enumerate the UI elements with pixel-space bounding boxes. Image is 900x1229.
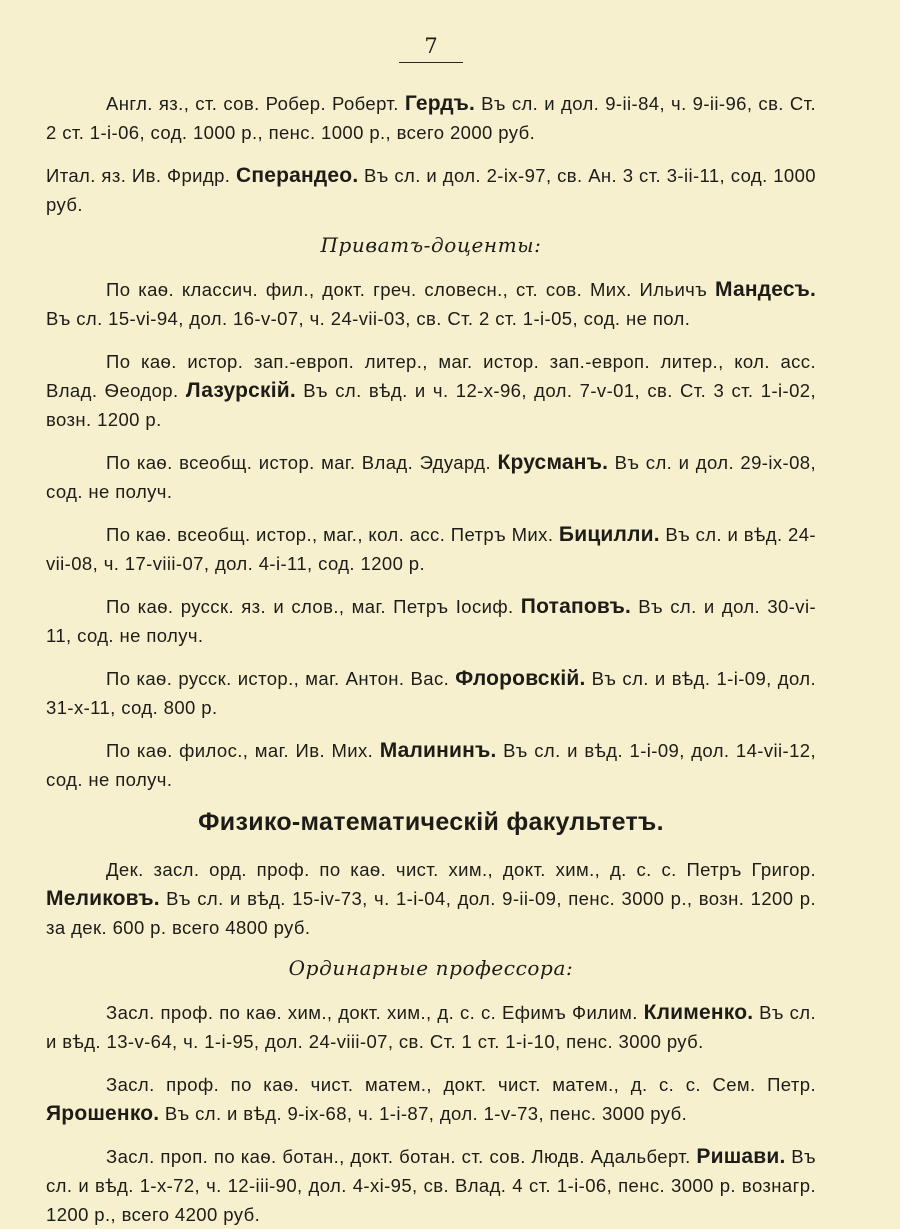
entry-text: Въ сл. 15-vi-94, дол. 16-v-07, ч. 24-vii-03, св. Ст. 2 ст. 1-i-05, сод. не пол. <box>46 308 691 329</box>
entry-text: Засл. проф. по каѳ. чист. матем., докт. чист. матем., д. с. с. Сем. Петр. <box>106 1074 816 1095</box>
entry-text: Въ сл. и вѣд. 1-x-72, ч. 12-iii-90, дол. 4-xi-95, св. Влад. 4 ст. 1-i-06, пенс. 3000 р. вознагр. 1200 р., всего 4200 руб. <box>46 1146 816 1225</box>
entry-text: Англ. яз., ст. сов. Робер. Роберт. <box>106 93 405 114</box>
entry-text: Въ сл. и дол. 9-ii-84, ч. 9-ii-96, св. Ст. 2 ст. 1-i-06, сод. 1000 р., пенс. 1000 р., всего 2000 руб. <box>46 93 816 143</box>
list-item <box>46 1142 816 1229</box>
entry-italian <box>46 161 816 219</box>
person-name: Лазурскій. <box>185 379 296 402</box>
person-name: Малининъ. <box>379 739 497 762</box>
list-item <box>46 736 816 794</box>
entry-text: Засл. проп. по каѳ. ботан., докт. ботан. ст. сов. Людв. Адальберт. <box>106 1146 697 1167</box>
list-item <box>46 347 816 434</box>
entry-text: По каѳ. филос., маг. Ив. Мих. <box>106 740 380 761</box>
person-name: Бицилли. <box>558 523 660 546</box>
person-name: Флоровскій. <box>455 667 586 690</box>
entry-text: Итал. яз. Ив. Фридр. <box>46 165 236 186</box>
person-name: Ярошенко. <box>46 1102 160 1125</box>
list-item <box>46 998 816 1056</box>
entry-text: По каѳ. русск. яз. и слов., маг. Петръ Іосиф. <box>106 596 521 617</box>
entry-text: По каѳ. классич. фил., докт. греч. словесн., ст. сов. Мих. Ильичъ <box>106 279 715 300</box>
entry-text: Въ сл. и вѣд. 9-ix-68, ч. 1-i-87, дол. 1-v-73, пенс. 3000 руб. <box>159 1103 688 1124</box>
faculty-heading: Физико-математическій факультетъ. <box>198 808 664 836</box>
page-number-rule <box>399 62 463 63</box>
page-number: 7 <box>424 34 438 58</box>
entry-text: По каѳ. русск. истор., маг. Антон. Вас. <box>106 668 456 689</box>
entry-text: Въ сл. и дол. 29-ix-08, сод. не получ. <box>46 452 817 502</box>
entry-text: Въ сл. и дол. 30-vi-11, сод. не получ. <box>46 596 817 646</box>
person-name: Клименко. <box>643 1001 754 1024</box>
entry-text: По каѳ. всеобщ. истор., маг., кол. асс. Петръ Мих. <box>106 524 559 545</box>
entry-english <box>46 89 816 147</box>
entry-text: Въ сл. и вѣд. 1-i-09, дол. 14-vii-12, сод. не получ. <box>46 740 816 790</box>
entry-text: Въ сл. и дол. 2-ix-97, св. Ан. 3 ст. 3-ii-11, сод. 1000 руб. <box>46 165 816 215</box>
entry-text: По каѳ. всеобщ. истор. маг. Влад. Эдуард. <box>106 452 498 473</box>
person-name: Меликовъ. <box>46 887 160 910</box>
list-item <box>46 664 816 722</box>
entry-text: Въ сл. вѣд. и ч. 12-x-96, дол. 7-v-01, св. Ст. 3 ст. 1-i-02, возн. 1200 р. <box>46 380 816 430</box>
entry-text: По каѳ. истор. зап.-европ. литер., маг. истор. зап.-европ. литер., кол. асс. Влад. Ѳеодор. <box>46 351 816 401</box>
list-item <box>46 592 816 650</box>
dean-entry <box>46 855 816 942</box>
privatdocent-heading: Приватъ-доценты: <box>320 233 542 257</box>
ordinary-professors-heading: Ординарные профессора: <box>288 956 574 980</box>
entry-text: Въ сл. и вѣд. 13-v-64, ч. 1-i-95, дол. 24-viii-07, св. Ст. 1 ст. 1-i-10, пенс. 3000 руб. <box>46 1002 816 1052</box>
entry-text: Дек. засл. орд. проф. по каѳ. чист. хим., докт. хим., д. с. с. Петръ Григор. <box>106 859 816 880</box>
person-name: Гердъ. <box>404 92 476 115</box>
entry-text: Въ сл. и вѣд. 15-iv-73, ч. 1-i-04, дол. 9-ii-09, пенс. 3000 р., возн. 1200 р. за дек. 600 р. всего 4800 руб. <box>46 888 816 938</box>
person-name: Ришави. <box>696 1145 786 1168</box>
list-item <box>46 520 816 578</box>
list-item <box>46 275 816 333</box>
person-name: Потаповъ. <box>520 595 631 618</box>
list-item <box>46 1070 816 1128</box>
entry-text: Въ сл. и вѣд. 1-i-09, дол. 31-x-11, сод. 800 р. <box>46 668 817 718</box>
person-name: Сперандео. <box>235 164 359 187</box>
entry-text: Въ сл. и вѣд. 24-vii-08, ч. 17-viii-07, дол. 4-i-11, сод. 1200 р. <box>46 524 816 574</box>
entry-text: Засл. проф. по каѳ. хим., докт. хим., д. с. с. Ефимъ Филим. <box>106 1002 644 1023</box>
person-name: Мандесъ. <box>715 278 816 301</box>
person-name: Крусманъ. <box>497 451 609 474</box>
list-item <box>46 448 816 506</box>
